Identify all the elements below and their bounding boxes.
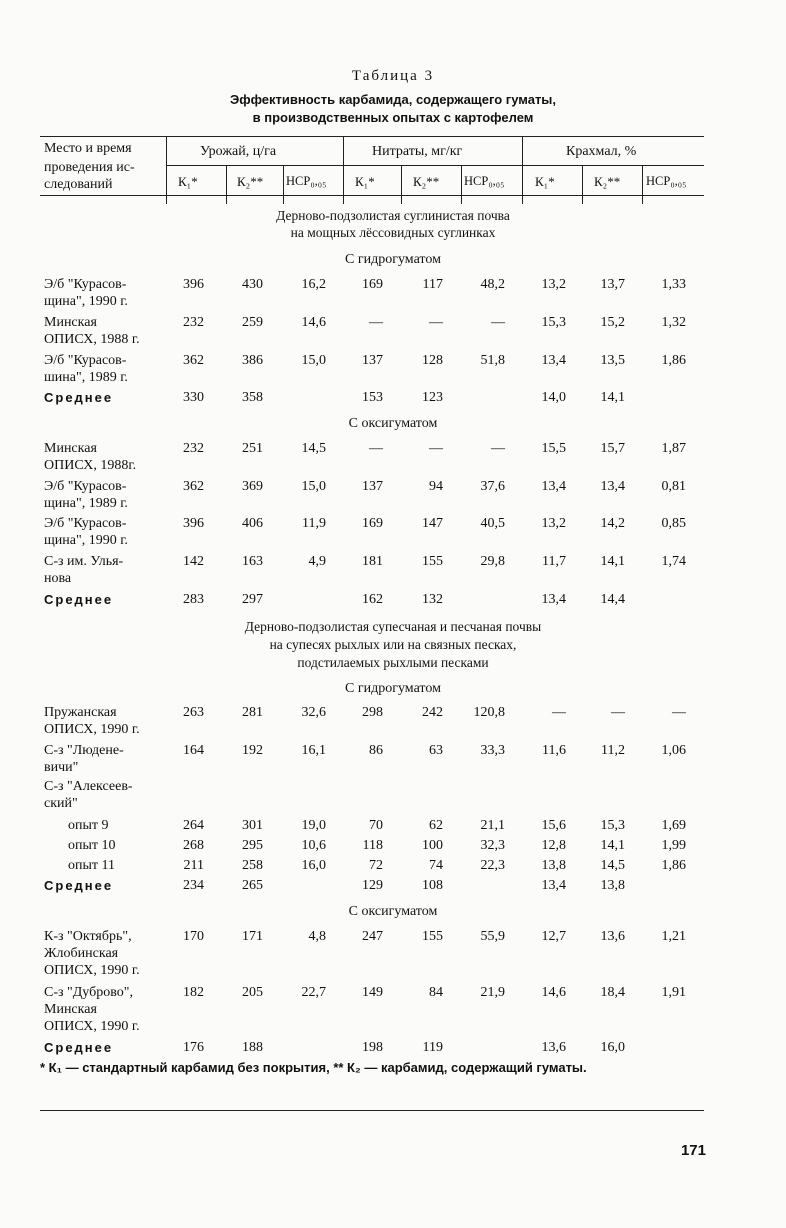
- subheader-k1: К₁*: [355, 174, 375, 189]
- row-place-label: опыт 11: [68, 858, 115, 873]
- table-cell: 1,06: [661, 743, 686, 758]
- row-place-label: Э/б "Курасов-: [44, 277, 127, 292]
- row-place-label: ский": [44, 796, 78, 811]
- table-cell: 37,6: [480, 479, 505, 494]
- table-cell: 396: [183, 516, 204, 531]
- table-cell: 242: [422, 705, 443, 720]
- table-cell: 155: [422, 929, 443, 944]
- table-cell: 51,8: [480, 353, 505, 368]
- table-cell: 4,9: [308, 554, 326, 569]
- table-cell: 295: [242, 838, 263, 853]
- col-divider: [166, 136, 167, 204]
- table-cell: 232: [183, 315, 204, 330]
- table-cell: 188: [242, 1040, 263, 1055]
- section-title-2-line-3: подстилаемых рыхлыми песками: [297, 655, 489, 670]
- table-cell: 16,0: [301, 858, 326, 873]
- table-cell: 94: [429, 479, 443, 494]
- table-cell: 153: [362, 390, 383, 405]
- table-cell: 32,6: [301, 705, 326, 720]
- row-place-label: вичи": [44, 760, 79, 775]
- header-mid-rule: [166, 165, 704, 166]
- table-cell: 16,0: [600, 1040, 625, 1055]
- subsection-title: С гидрогуматом: [345, 681, 441, 696]
- table-cell: 369: [242, 479, 263, 494]
- table-cell: 362: [183, 479, 204, 494]
- table-cell: 15,3: [541, 315, 566, 330]
- row-place-label: Минская: [44, 441, 97, 456]
- col-divider: [343, 136, 344, 204]
- row-place-label: опыт 10: [68, 838, 116, 853]
- table-cell: 14,6: [541, 985, 566, 1000]
- table-cell: 14,1: [600, 390, 625, 405]
- table-cell: 1,21: [661, 929, 686, 944]
- header-nitrates: Нитраты, мг/кг: [372, 144, 463, 159]
- table-cell: 297: [242, 592, 263, 607]
- table-cell: 192: [242, 743, 263, 758]
- table-cell: 234: [183, 878, 204, 893]
- table-cell: 118: [362, 838, 383, 853]
- table-cell: 13,2: [541, 277, 566, 292]
- table-cell: 22,7: [301, 985, 326, 1000]
- subheader-k1: К₁*: [535, 174, 555, 189]
- table-cell: 119: [422, 1040, 443, 1055]
- table-cell: 137: [362, 479, 383, 494]
- table-cell: —: [429, 315, 443, 330]
- table-cell: 33,3: [480, 743, 505, 758]
- table-cell: —: [491, 315, 505, 330]
- table-cell: 386: [242, 353, 263, 368]
- table-cell: 14,6: [301, 315, 326, 330]
- table-cell: 1,99: [661, 838, 686, 853]
- table-cell: 1,91: [661, 985, 686, 1000]
- header-place-line-1: Место и время: [44, 141, 132, 156]
- subheader-hsr: НСР₀,₀₅: [286, 174, 327, 188]
- row-place-label: С-з "Дуброво",: [44, 985, 133, 1000]
- table-cell: 15,0: [301, 353, 326, 368]
- header-place-line-2: проведения ис-: [44, 160, 135, 175]
- table-cell: 120,8: [473, 705, 505, 720]
- col-divider: [401, 165, 402, 204]
- table-cell: 406: [242, 516, 263, 531]
- table-cell: 198: [362, 1040, 383, 1055]
- subheader-hsr: НСР₀,₀₅: [646, 174, 687, 188]
- table-cell: 15,7: [600, 441, 625, 456]
- table-cell: —: [611, 705, 625, 720]
- table-cell: 13,8: [541, 858, 566, 873]
- table-cell: 14,5: [600, 858, 625, 873]
- row-place-label: Минская: [44, 315, 97, 330]
- table-cell: 13,4: [541, 479, 566, 494]
- table-cell: 14,5: [301, 441, 326, 456]
- table-cell: 12,8: [541, 838, 566, 853]
- table-cell: 169: [362, 516, 383, 531]
- table-cell: 164: [183, 743, 204, 758]
- col-divider: [582, 165, 583, 204]
- subsection-title: С гидрогуматом: [345, 252, 441, 267]
- table-cell: 298: [362, 705, 383, 720]
- col-divider: [461, 165, 462, 204]
- subsection-title: С оксигуматом: [348, 904, 438, 919]
- table-cell: 15,2: [600, 315, 625, 330]
- table-cell: 22,3: [480, 858, 505, 873]
- table-cell: 147: [422, 516, 443, 531]
- row-place-label: Э/б "Курасов-: [44, 479, 127, 494]
- table-cell: 1,69: [661, 818, 686, 833]
- table-cell: 132: [422, 592, 443, 607]
- table-cell: 330: [183, 390, 204, 405]
- table-cell: 129: [362, 878, 383, 893]
- table-cell: 14,0: [541, 390, 566, 405]
- row-place-label: С-з "Алексеев-: [44, 779, 133, 794]
- table-cell: 155: [422, 554, 443, 569]
- table-cell: 259: [242, 315, 263, 330]
- col-divider: [226, 165, 227, 204]
- col-divider: [522, 136, 523, 204]
- table-cell: 396: [183, 277, 204, 292]
- section-title-1-line-2: на мощных лёссовидных суглинках: [290, 225, 496, 240]
- row-place-label: Э/б "Курасов-: [44, 353, 127, 368]
- table-cell: 251: [242, 441, 263, 456]
- table-cell: 13,4: [600, 479, 625, 494]
- table-cell: 182: [183, 985, 204, 1000]
- row-place-label: щина", 1990 г.: [44, 294, 128, 309]
- table-cell: 13,6: [600, 929, 625, 944]
- table-cell: 149: [362, 985, 383, 1000]
- table-cell: 72: [369, 858, 383, 873]
- table-cell: 171: [242, 929, 263, 944]
- row-place-label: шина", 1989 г.: [44, 370, 128, 385]
- table-cell: 55,9: [480, 929, 505, 944]
- table-cell: —: [429, 441, 443, 456]
- table-cell: 117: [422, 277, 443, 292]
- table-cell: 12,7: [541, 929, 566, 944]
- table-cell: 19,0: [301, 818, 326, 833]
- col-divider: [283, 165, 284, 204]
- table-cell: 14,1: [600, 838, 625, 853]
- table-cell: 170: [183, 929, 204, 944]
- table-cell: 15,6: [541, 818, 566, 833]
- header-bottom-rule: [40, 195, 704, 196]
- table-cell: 283: [183, 592, 204, 607]
- table-cell: 21,9: [480, 985, 505, 1000]
- row-place-label: Минская: [44, 1002, 97, 1017]
- subheader-k2: К₂**: [594, 174, 621, 189]
- table-cell: 263: [183, 705, 204, 720]
- table-cell: 142: [183, 554, 204, 569]
- row-place-label: ОПИСХ, 1990 г.: [44, 1019, 140, 1034]
- table-cell: 14,1: [600, 554, 625, 569]
- header-place-line-3: следований: [44, 177, 113, 192]
- table-cell: 0,81: [661, 479, 686, 494]
- row-place-label: Э/б "Курасов-: [44, 516, 127, 531]
- table-cell: 74: [429, 858, 443, 873]
- table-cell: 15,5: [541, 441, 566, 456]
- row-place-label: ОПИСХ, 1988г.: [44, 458, 137, 473]
- table-cell: 362: [183, 353, 204, 368]
- table-cell: 13,7: [600, 277, 625, 292]
- table-cell: 1,87: [661, 441, 686, 456]
- footnote: * К₁ — стандартный карбамид без покрытия, ** К₂ — карбамид, содержащий гуматы.: [40, 1060, 587, 1075]
- table-cell: 169: [362, 277, 383, 292]
- table-cell: 1,86: [661, 858, 686, 873]
- section-title-1-line-1: Дерново-подзолистая суглинистая почва: [276, 208, 510, 223]
- table-cell: 16,1: [301, 743, 326, 758]
- table-cell: 13,4: [541, 592, 566, 607]
- table-cell: 430: [242, 277, 263, 292]
- table-cell: 247: [362, 929, 383, 944]
- table-cell: 181: [362, 554, 383, 569]
- header-top-rule: [40, 136, 704, 137]
- table-cell: 13,4: [541, 878, 566, 893]
- table-cell: —: [369, 441, 383, 456]
- table-cell: 16,2: [301, 277, 326, 292]
- table-cell: 62: [429, 818, 443, 833]
- table-cell: 13,8: [600, 878, 625, 893]
- table-cell: 258: [242, 858, 263, 873]
- table-cell: 13,4: [541, 353, 566, 368]
- table-cell: 264: [183, 818, 204, 833]
- table-cell: —: [672, 705, 686, 720]
- table-cell: 108: [422, 878, 443, 893]
- table-cell: 11,9: [302, 516, 326, 531]
- table-cell: 13,6: [541, 1040, 566, 1055]
- table-cell: 18,4: [600, 985, 625, 1000]
- table-cell: 63: [429, 743, 443, 758]
- row-place-label: К-з "Октябрь",: [44, 929, 132, 944]
- table-cell: 128: [422, 353, 443, 368]
- row-average-label: Среднее: [44, 390, 114, 405]
- table-cell: 29,8: [480, 554, 505, 569]
- subheader-k2: К₂**: [237, 174, 264, 189]
- row-place-label: Жлобинская: [44, 946, 119, 961]
- table-cell: 268: [183, 838, 204, 853]
- table-cell: 84: [429, 985, 443, 1000]
- header-starch: Крахмал, %: [566, 144, 637, 159]
- table-cell: 163: [242, 554, 263, 569]
- subheader-hsr: НСР₀,₀₅: [464, 174, 505, 188]
- table-cell: 48,2: [480, 277, 505, 292]
- row-place-label: щина", 1990 г.: [44, 533, 128, 548]
- table-cell: 358: [242, 390, 263, 405]
- table-cell: 10,6: [301, 838, 326, 853]
- table-cell: 232: [183, 441, 204, 456]
- row-place-label: опыт 9: [68, 818, 109, 833]
- row-place-label: нова: [44, 571, 72, 586]
- table-number: Таблица 3: [351, 68, 435, 84]
- table-cell: 1,74: [661, 554, 686, 569]
- row-place-label: С-з им. Улья-: [44, 554, 124, 569]
- subheader-k1: К₁*: [178, 174, 198, 189]
- subsection-title: С оксигуматом: [348, 416, 438, 431]
- row-average-label: Среднее: [44, 878, 114, 893]
- table-cell: 1,86: [661, 353, 686, 368]
- table-title-line-2: в производственных опытах с картофелем: [252, 110, 534, 125]
- table-cell: 176: [183, 1040, 204, 1055]
- table-cell: —: [369, 315, 383, 330]
- table-title-line-1: Эффективность карбамида, содержащего гуматы,: [229, 92, 557, 107]
- table-cell: 11,7: [542, 554, 566, 569]
- row-place-label: ОПИСХ, 1990 г.: [44, 963, 140, 978]
- table-cell: 21,1: [480, 818, 505, 833]
- table-cell: 301: [242, 818, 263, 833]
- table-cell: 205: [242, 985, 263, 1000]
- table-cell: 137: [362, 353, 383, 368]
- table-cell: 162: [362, 592, 383, 607]
- row-average-label: Среднее: [44, 1040, 114, 1055]
- col-divider: [642, 165, 643, 204]
- table-cell: 14,2: [600, 516, 625, 531]
- page-number: 171: [680, 1142, 706, 1159]
- table-cell: 13,2: [541, 516, 566, 531]
- table-cell: —: [491, 441, 505, 456]
- table-cell: 100: [422, 838, 443, 853]
- table-cell: 70: [369, 818, 383, 833]
- table-cell: 15,0: [301, 479, 326, 494]
- table-cell: 40,5: [480, 516, 505, 531]
- row-place-label: ОПИСХ, 1990 г.: [44, 722, 140, 737]
- table-cell: 13,5: [600, 353, 625, 368]
- row-average-label: Среднее: [44, 592, 114, 607]
- table-cell: 211: [183, 858, 204, 873]
- table-cell: —: [552, 705, 566, 720]
- row-place-label: ОПИСХ, 1988 г.: [44, 332, 140, 347]
- table-cell: 14,4: [600, 592, 625, 607]
- table-cell: 4,8: [308, 929, 326, 944]
- table-cell: 11,2: [601, 743, 625, 758]
- section-title-2-line-1: Дерново-подзолистая супесчаная и песчаная почвы: [244, 619, 542, 634]
- table-cell: 0,85: [661, 516, 686, 531]
- table-cell: 32,3: [480, 838, 505, 853]
- table-cell: 1,32: [661, 315, 686, 330]
- row-place-label: щина", 1989 г.: [44, 496, 128, 511]
- table-cell: 15,3: [600, 818, 625, 833]
- row-place-label: Пружанская: [44, 705, 117, 720]
- table-cell: 1,33: [661, 277, 686, 292]
- table-cell: 86: [369, 743, 383, 758]
- table-cell: 265: [242, 878, 263, 893]
- table-cell: 123: [422, 390, 443, 405]
- bottom-rule: [40, 1110, 704, 1111]
- subheader-k2: К₂**: [413, 174, 440, 189]
- section-title-2-line-2: на супесях рыхлых или на связных песках,: [269, 637, 517, 652]
- row-place-label: С-з "Людене-: [44, 743, 124, 758]
- table-cell: 281: [242, 705, 263, 720]
- header-yield: Урожай, ц/га: [200, 144, 277, 159]
- table-cell: 11,6: [542, 743, 566, 758]
